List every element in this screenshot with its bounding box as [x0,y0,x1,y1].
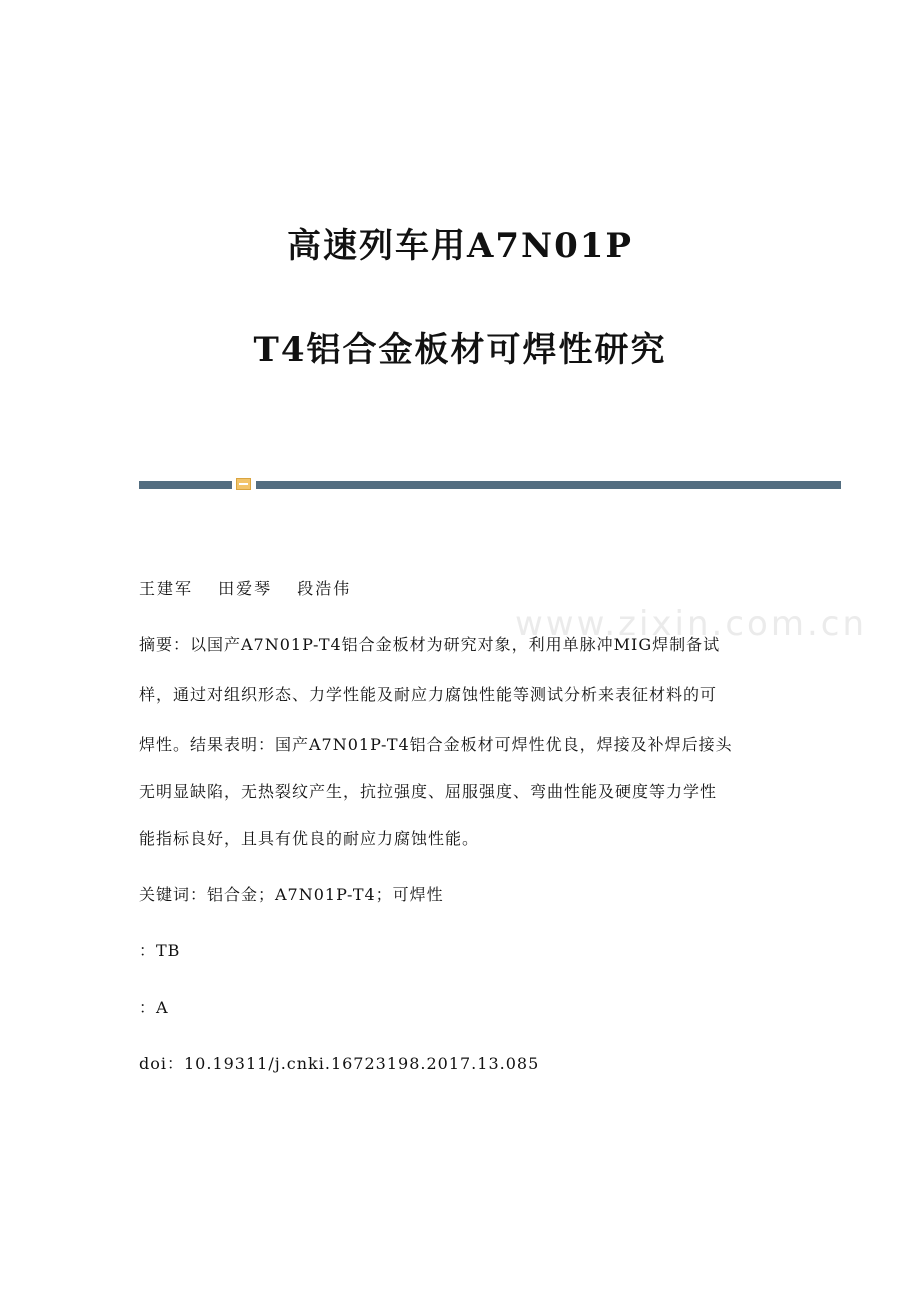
author-list [139,576,369,599]
watermark: www.zixin.com.cn [515,604,867,644]
abstract-line: 摘要：以国产A7N01P-T4铝合金板材为研究对象，利用单脉冲MIG焊制备试 [139,635,721,654]
author-name: 段浩伟 [297,579,352,598]
keywords: 关键词：铝合金；A7N01P-T4；可焊性 [139,885,444,904]
doi: doi：10.19311/j.cnki.16723198.2017.13.085 [139,1054,540,1073]
divider-bar-right [256,481,841,489]
abstract-line: 焊性。结果表明：国产A7N01P-T4铝合金板材可焊性优良，焊接及补焊后接头 [139,735,733,754]
clc-number: ：TB [139,941,181,960]
abstract-line: 样，通过对组织形态、力学性能及耐应力腐蚀性能等测试分析来表征材料的可 [139,685,718,704]
abstract-line: 能指标良好，且具有优良的耐应力腐蚀性能。 [139,829,480,848]
author-name: 王建军 [139,579,194,598]
divider-bar-left [139,481,232,489]
abstract-line: 无明显缺陷，无热裂纹产生，抗拉强度、屈服强度、弯曲性能及硬度等力学性 [139,782,718,801]
title-divider [139,478,841,492]
paper-title-line-2: T4铝合金板材可焊性研究 [253,330,667,370]
document-code: ：A [139,998,169,1017]
paper-title-line-1: 高速列车用A7N01P [287,226,633,266]
divider-emblem-icon [236,478,251,490]
author-name: 田爱琴 [218,579,273,598]
